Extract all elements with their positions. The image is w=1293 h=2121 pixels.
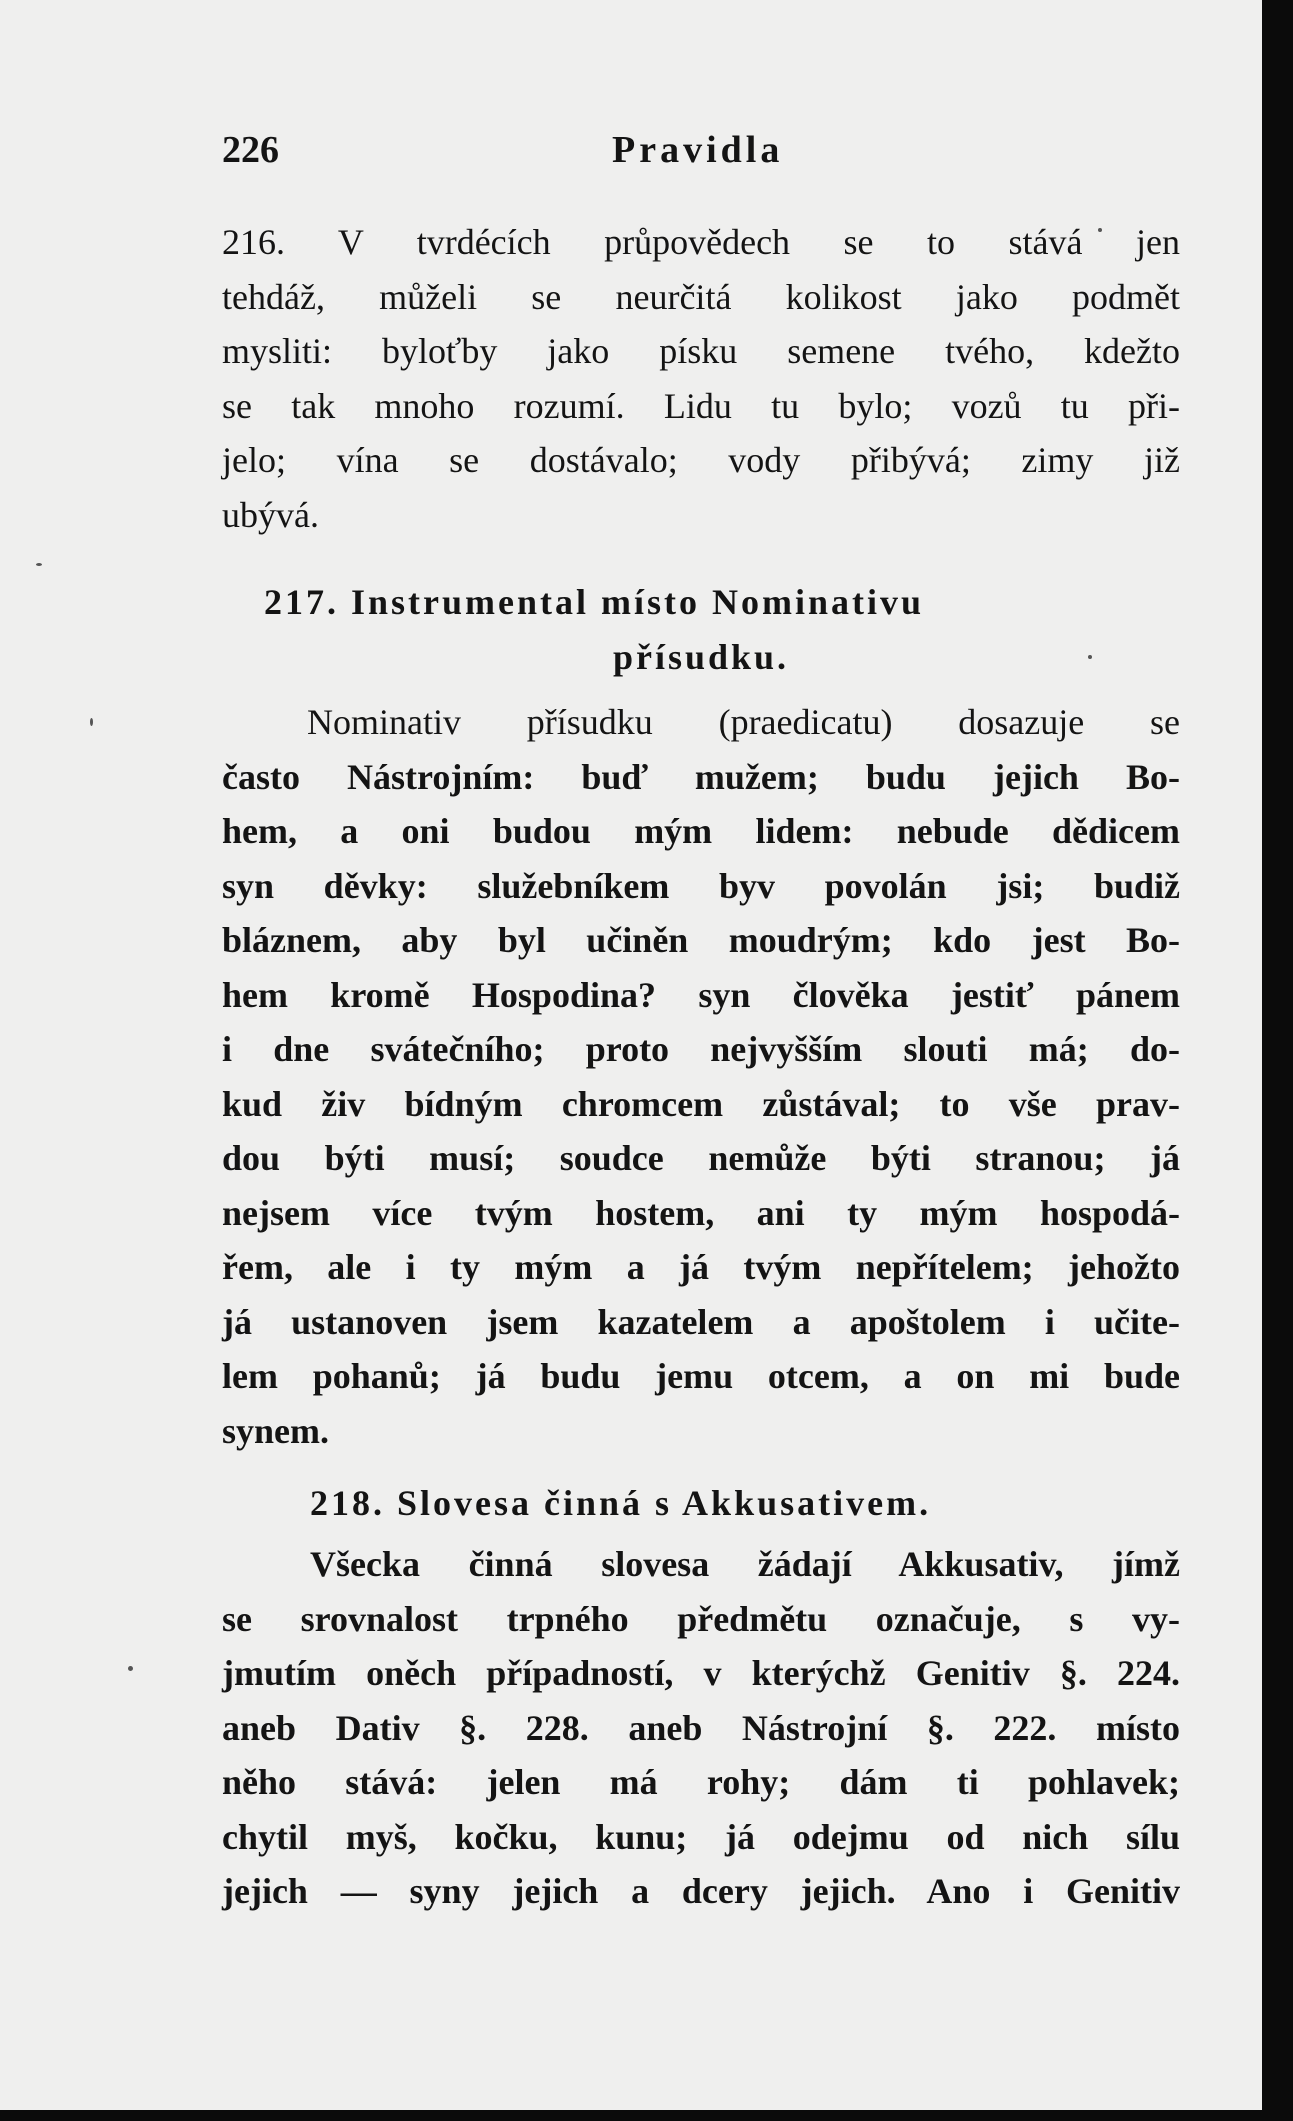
text-line: něho stává: jelen má rohy; dám ti pohlavek; <box>222 1762 1180 1802</box>
text-line: ubývá. <box>222 494 319 535</box>
paper-speck <box>128 1666 133 1671</box>
text-line: často Nástrojním: buď mužem; budu jejich Bo- <box>222 756 1180 797</box>
scan-border-bottom <box>0 2110 1293 2121</box>
text-line: řem, ale i ty mým a já tvým nepřítelem; jehožto <box>222 1247 1180 1287</box>
section-218-paragraph <box>222 1537 1180 1919</box>
page-number: 226 <box>222 129 279 171</box>
section-217-heading: 217. Instrumental místo Nominativu <box>264 582 925 622</box>
text-line: hem kromě Hospodina? syn člověka jestiť pánem <box>222 974 1180 1015</box>
text-line: Nominativ přísudku (praedicatu) dosazuje se <box>307 702 1180 742</box>
section-218-heading: 218. Slovesa činná s Akkusativem. <box>310 1483 932 1523</box>
text-line: dou býti musí; soudce nemůže býti stranou; já <box>222 1138 1180 1178</box>
running-title: Pravidla <box>612 129 784 171</box>
section-216-paragraph <box>222 215 1180 542</box>
text-line: synem. <box>222 1410 329 1451</box>
text-line: aneb Dativ §. 228. aneb Nástrojní §. 222. místo <box>222 1707 1180 1748</box>
text-line: lem pohanů; já budu jemu otcem, a on mi bude <box>222 1356 1180 1396</box>
running-head <box>222 128 1180 178</box>
text-line: kud živ bídným chromcem zůstával; to vše prav- <box>222 1083 1180 1124</box>
text-line: syn děvky: služebníkem byv povolán jsi; budiž <box>222 865 1180 906</box>
text-line: 216. V tvrdécích průpovědech se to stává jen <box>222 222 1180 262</box>
scan-border-right <box>1262 0 1293 2121</box>
text-line: já ustanoven jsem kazatelem a apoštolem i učite- <box>222 1301 1180 1342</box>
text-line: i dne svátečního; proto nejvyšším slouti má; do- <box>222 1029 1180 1069</box>
text-line: se srovnalost trpného předmětu označuje, s vy- <box>222 1598 1180 1639</box>
text-line: tehdáž, můželi se neurčitá kolikost jako podmět <box>222 276 1180 317</box>
section-217-heading-continued: přísudku. <box>612 637 790 677</box>
text-line: jelo; vína se dostávalo; vody přibývá; zimy již <box>222 440 1180 480</box>
text-line: jejich — syny jejich a dcery jejich. Ano i Genitiv <box>222 1871 1180 1911</box>
text-line: hem, a oni budou mým lidem: nebude dědicem <box>222 811 1180 851</box>
text-line: nejsem více tvým hostem, ani ty mým hospodá- <box>222 1192 1180 1233</box>
text-line: jmutím oněch případností, v kterýchž Genitiv §. 224. <box>222 1653 1180 1693</box>
text-line: chytil myš, kočku, kunu; já odejmu od nich sílu <box>222 1816 1180 1857</box>
paper-speck <box>90 718 93 726</box>
text-line: se tak mnoho rozumí. Lidu tu bylo; vozů tu při- <box>222 385 1180 426</box>
text-line: bláznem, aby byl učiněn moudrým; kdo jest Bo- <box>222 920 1180 960</box>
text-line: mysliti: byloťby jako písku semene tvého, kdežto <box>222 331 1180 371</box>
paper-speck <box>36 563 42 566</box>
section-217-paragraph <box>222 695 1180 1458</box>
text-line: Všecka činná slovesa žádají Akkusativ, jímž <box>310 1544 1180 1584</box>
